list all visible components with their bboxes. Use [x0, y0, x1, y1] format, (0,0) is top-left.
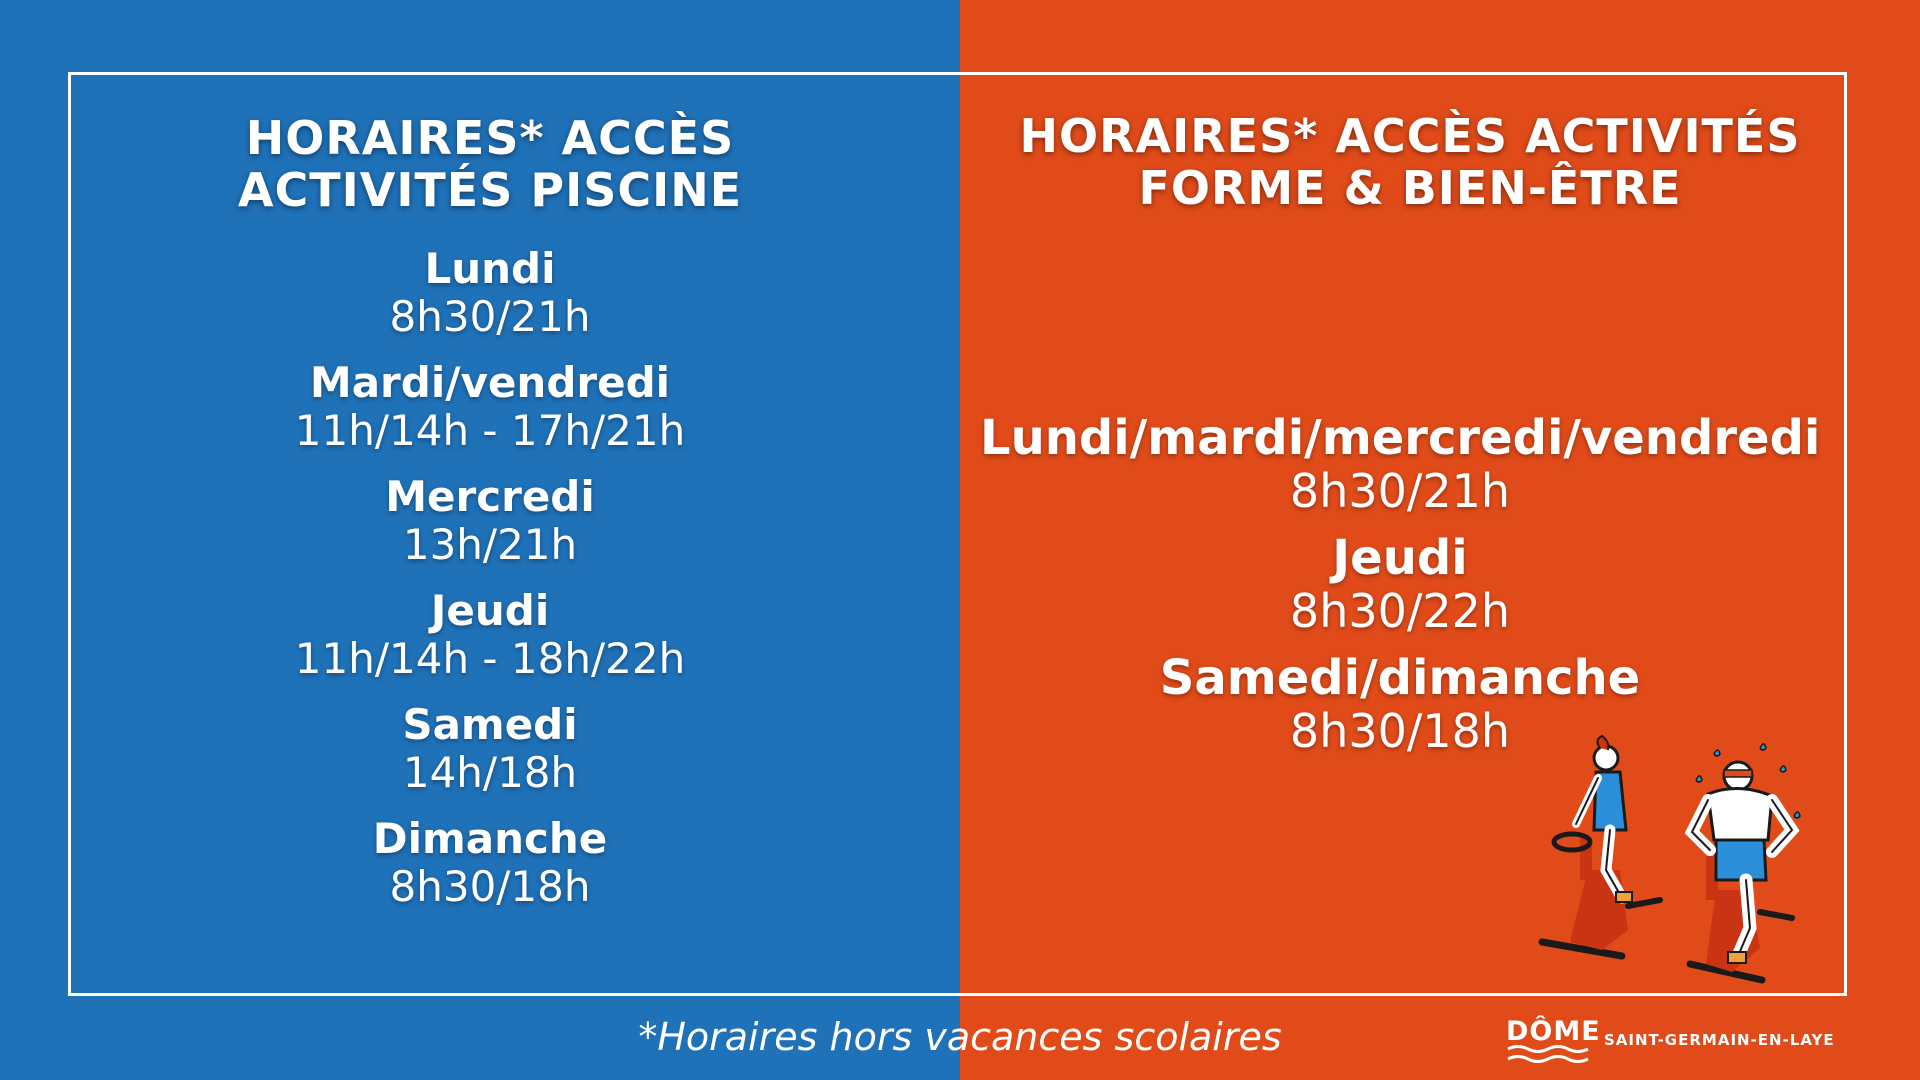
schedule-entry	[160, 700, 820, 814]
schedule-hours: 11h/14h - 18h/22h	[294, 634, 686, 683]
piscine-title-line2: ACTIVITÉS PISCINE	[237, 163, 743, 217]
forme-schedule	[980, 410, 1820, 770]
schedule-day: Mercredi	[385, 472, 595, 521]
schedule-hours: 13h/21h	[402, 520, 578, 569]
schedule-day: Samedi/dimanche	[1159, 650, 1641, 706]
forme-title-line2: FORME & BIEN-ÊTRE	[1138, 161, 1682, 215]
schedule-hours: 8h30/21h	[1289, 464, 1511, 518]
schedule-hours: 8h30/18h	[389, 862, 591, 911]
schedule-entry	[160, 586, 820, 700]
piscine-schedule	[160, 244, 820, 928]
dome-logo	[1506, 1012, 1835, 1068]
schedule-day: Samedi	[402, 700, 578, 749]
piscine-title-line1: HORAIRES* ACCÈS	[245, 111, 735, 165]
schedule-day: Lundi	[424, 244, 556, 293]
schedule-hours: 14h/18h	[402, 748, 578, 797]
waves-icon	[1506, 1044, 1592, 1066]
schedule-day: Jeudi	[430, 586, 550, 635]
schedule-hours: 8h30/22h	[1289, 584, 1511, 638]
footnote: *Horaires hors vacances scolaires	[638, 1015, 1282, 1059]
schedule-entry	[160, 472, 820, 586]
schedule-hours: 8h30/21h	[389, 292, 591, 341]
schedule-hours: 11h/14h - 17h/21h	[294, 406, 686, 455]
schedule-entry	[980, 410, 1820, 530]
forme-title-line1: HORAIRES* ACCÈS ACTIVITÉS	[1019, 109, 1801, 163]
schedule-day: Mardi/vendredi	[309, 358, 671, 407]
piscine-title	[160, 112, 820, 216]
schedule-entry	[160, 814, 820, 928]
schedule-day: Jeudi	[1332, 530, 1468, 586]
logo-brand: DÔME	[1506, 1016, 1601, 1047]
schedule-hours: 8h30/18h	[1289, 704, 1511, 758]
forme-title	[990, 110, 1830, 214]
logo-city: SAINT-GERMAIN-EN-LAYE	[1604, 1031, 1835, 1049]
schedule-entry	[160, 244, 820, 358]
schedule-day: Lundi/mardi/mercredi/vendredi	[980, 410, 1821, 466]
schedule-day: Dimanche	[372, 814, 608, 863]
schedule-entry	[160, 358, 820, 472]
schedule-entry	[980, 530, 1820, 650]
dome-logo-mark	[1506, 1012, 1601, 1068]
cyclists-icon	[1510, 720, 1840, 990]
